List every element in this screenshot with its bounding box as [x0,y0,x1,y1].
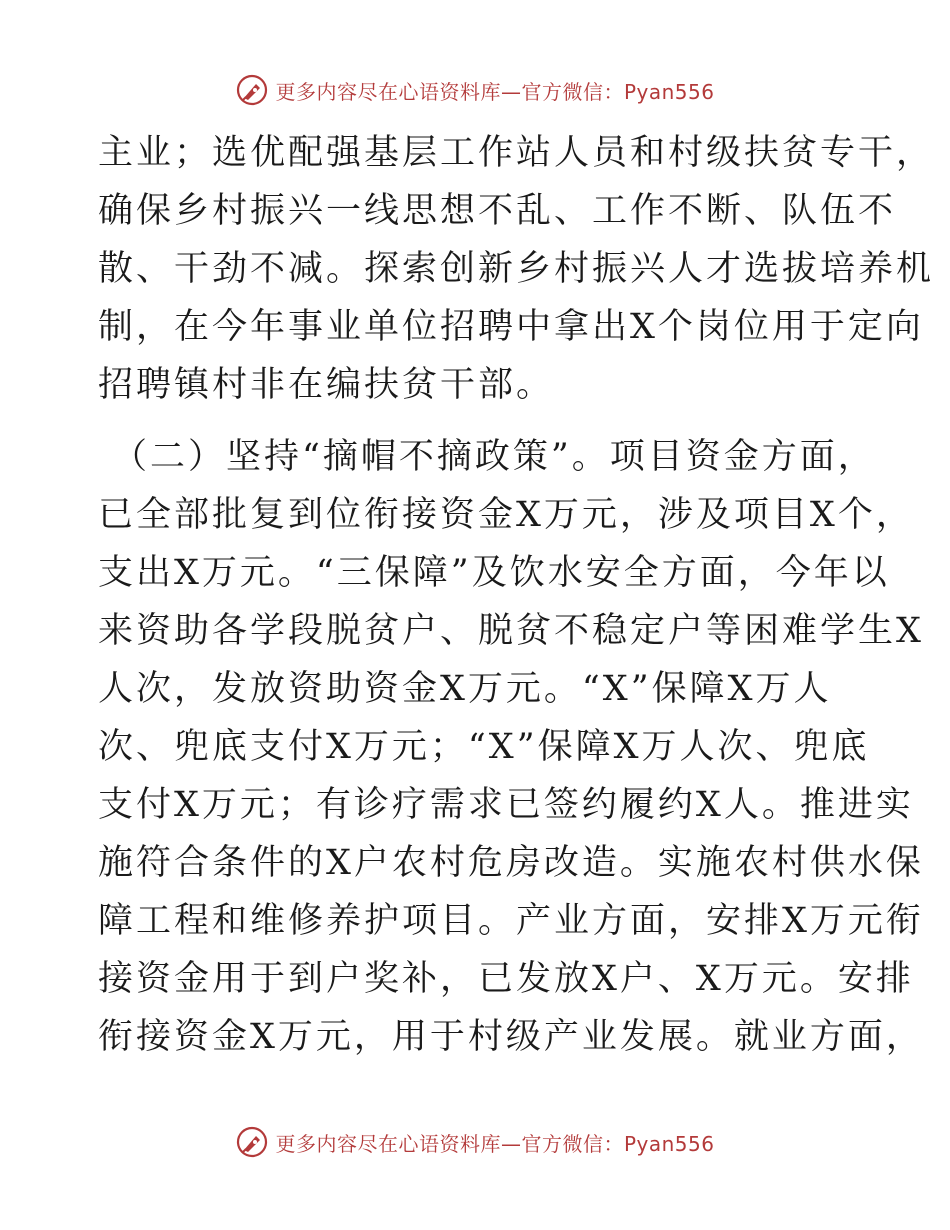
paragraph [98,428,924,1066]
pen-nib-logo-icon [235,1125,269,1159]
text-line: 确保乡村振兴一线思想不乱、工作不断、队伍不 [98,191,897,231]
text-line: 支付X万元；有诊疗需求已签约履约X人。推进实 [98,785,914,825]
text-line: 招聘镇村非在编扶贫干部。 [98,365,555,405]
text-line: 制，在今年事业单位招聘中拿出X个岗位用于定向 [98,307,924,347]
header-banner [0,70,950,110]
text-line: 接资金用于到户奖补，已发放X户、X万元。安排 [98,959,914,999]
banner-text: 更多内容尽在心语资料库—官方微信：Pyan556 [275,79,715,104]
text-line: 障工程和维修养护项目。产业方面，安排X万元衔 [98,901,924,941]
text-line: 人次，发放资助资金X万元。“X”保障X万人 [98,669,832,709]
text-line: 次、兜底支付X万元；“X”保障X万人次、兜底 [98,727,870,767]
text-line: 施符合条件的X户农村危房改造。实施农村供水保 [98,843,924,883]
footer-banner [0,1122,950,1162]
text-line: 已全部批复到位衔接资金X万元，涉及项目X个， [98,495,914,535]
text-line: 主业；选优配强基层工作站人员和村级扶贫专干， [98,133,935,173]
banner-text: 更多内容尽在心语资料库—官方微信：Pyan556 [275,1131,715,1156]
paragraph [98,124,935,414]
text-line: 来资助各学段脱贫户、脱贫不稳定户等困难学生X [98,611,924,651]
pen-nib-logo-icon [235,73,269,107]
document-body [98,124,935,1066]
section-heading-line: （二）坚持“摘帽不摘政策”。项目资金方面， [112,437,876,477]
text-line: 支出X万元。“三保障”及饮水安全方面，今年以 [98,553,890,593]
text-line: 衔接资金X万元，用于村级产业发展。就业方面， [98,1017,924,1057]
paragraph-gap [98,414,858,428]
text-line: 散、干劲不减。探索创新乡村振兴人才选拔培养机 [98,249,935,289]
